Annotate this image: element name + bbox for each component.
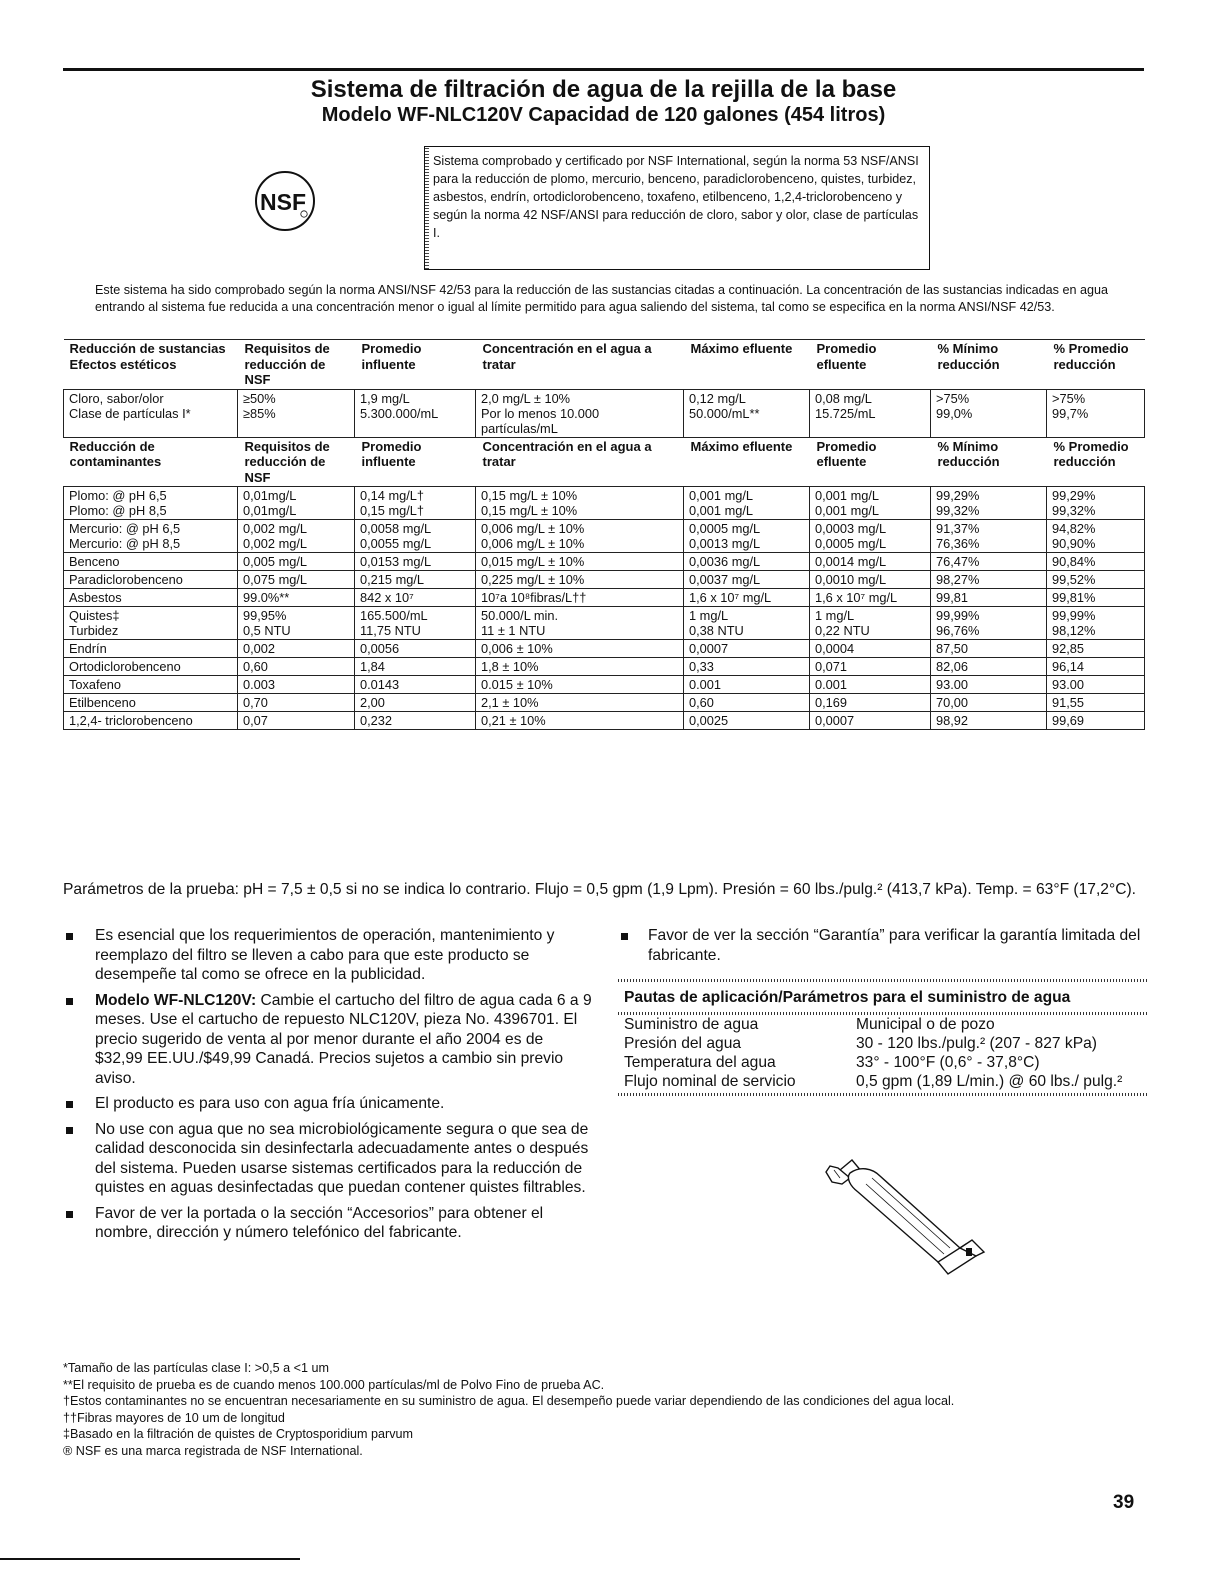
- column-header: Máximo efluente: [684, 340, 810, 390]
- table-cell: 0,0056: [355, 640, 476, 658]
- table-cell: Ortodiclorobenceno: [64, 658, 238, 676]
- bullet-icon: [66, 998, 73, 1005]
- table-cell: 0,12 mg/L 50.000/mL**: [684, 389, 810, 437]
- table-cell: 0,002: [238, 640, 355, 658]
- column-header: Promedio efluente: [810, 340, 931, 390]
- table-cell: 99,99% 96,76%: [931, 607, 1047, 640]
- bullet-text: Cambie el cartucho del filtro de agua cada 6 a 9 meses. Use el cartucho de repuesto NLC120V, pieza No. 4396701. El precio sugerido de venta al por menor durante el año 2004 es de $32,99 EE.UU./$49,99 Canadá. Precios sujetos a cambio sin previo aviso.: [95, 991, 592, 1087]
- table-cell: 70,00: [931, 694, 1047, 712]
- guideline-row: [624, 1034, 1122, 1053]
- test-parameters: Parámetros de la prueba: pH = 7,5 ± 0,5 si no se indica lo contrario. Flujo = 0,5 gpm (1,9 Lpm). Presión = 60 lbs./pulg.² (413,7 kPa). Temp. = 63°F (17,2°C).: [63, 881, 1136, 898]
- table-cell: 0,0025: [684, 712, 810, 730]
- footnotes: [63, 1360, 1148, 1459]
- table-cell: 99,81%: [1047, 589, 1145, 607]
- column-header: Reducción de sustancias Efectos estéticos: [64, 340, 238, 390]
- table-cell: 0,0007: [810, 712, 931, 730]
- table-row: [64, 607, 1145, 640]
- table-cell: 93.00: [1047, 676, 1145, 694]
- footnote: ‡Basado en la filtración de quistes de Cryptosporidium parvum: [63, 1427, 414, 1441]
- table-cell: Quistes‡ Turbidez: [64, 607, 238, 640]
- table-cell: 98,27%: [931, 571, 1047, 589]
- bullet-item: [63, 1120, 593, 1198]
- table-cell: 0,15 mg/L ± 10% 0,15 mg/L ± 10%: [476, 487, 684, 520]
- guideline-row: [624, 1015, 1122, 1034]
- table-cell: 94,82% 90,90%: [1047, 520, 1145, 553]
- table-cell: Mercurio: @ pH 6,5 Mercurio: @ pH 8,5: [64, 520, 238, 553]
- table-cell: 0,071: [810, 658, 931, 676]
- table-row: [64, 676, 1145, 694]
- table-cell: 0,002 mg/L 0,002 mg/L: [238, 520, 355, 553]
- table-cell: 0,0153 mg/L: [355, 553, 476, 571]
- table-row: [64, 571, 1145, 589]
- guideline-value: 33° - 100°F (0,6° - 37,8°C): [856, 1053, 1040, 1071]
- table-cell: 10⁷a 10⁸fibras/L††: [476, 589, 684, 607]
- table-row: [64, 520, 1145, 553]
- table-cell: 1 mg/L 0,22 NTU: [810, 607, 931, 640]
- column-header: Reducción de contaminantes: [64, 437, 238, 487]
- table-cell: 2,1 ± 10%: [476, 694, 684, 712]
- bullet-text: Favor de ver la portada o la sección “Accesorios” para obtener el nombre, dirección y número telefónico del fabricante.: [95, 1204, 544, 1241]
- table-cell: 165.500/mL 11,75 NTU: [355, 607, 476, 640]
- table-cell: 87,50: [931, 640, 1047, 658]
- table-row: [64, 553, 1145, 571]
- table-cell: 0,0014 mg/L: [810, 553, 931, 571]
- bullet-icon: [66, 933, 73, 940]
- table-cell: 82,06: [931, 658, 1047, 676]
- table-cell: 0,215 mg/L: [355, 571, 476, 589]
- table-cell: 0,0037 mg/L: [684, 571, 810, 589]
- table-cell: 1,84: [355, 658, 476, 676]
- warranty-note: [618, 926, 1148, 965]
- hatch-divider: [618, 979, 1148, 982]
- table-cell: 0,0003 mg/L 0,0005 mg/L: [810, 520, 931, 553]
- table-cell: 99,99% 98,12%: [1047, 607, 1145, 640]
- table-cell: 99,69: [1047, 712, 1145, 730]
- table-cell: Paradiclorobenceno: [64, 571, 238, 589]
- table-cell: 99,29% 99,32%: [931, 487, 1047, 520]
- table-cell: 0,232: [355, 712, 476, 730]
- column-header: Promedio influente: [355, 437, 476, 487]
- nsf-logo-icon: [254, 170, 316, 232]
- table-header-row: [64, 340, 1145, 390]
- column-header: Concentración en el agua a tratar: [476, 340, 684, 390]
- table-cell: 0,14 mg/L† 0,15 mg/L†: [355, 487, 476, 520]
- nsf-logo-text: NSF: [260, 189, 306, 215]
- guideline-value: 0,5 gpm (1,89 L/min.) @ 60 lbs./ pulg.²: [856, 1072, 1123, 1090]
- bullet-text: No use con agua que no sea microbiológicamente segura o que sea de calidad desconocida sin desinfectarla adecuadamente antes o después del sistema. Pueden usarse sistemas certificados para la reducción de quistes en aguas desinfectadas que puedan contener quistes filtrables.: [95, 1120, 589, 1196]
- bullet-item: [63, 991, 593, 1089]
- table-cell: 1,9 mg/L 5.300.000/mL: [355, 389, 476, 437]
- column-header: Requisitos de reducción de NSF: [238, 437, 355, 487]
- table-cell: Cloro, sabor/olor Clase de partículas I*: [64, 389, 238, 437]
- guidelines-table: [624, 1015, 1122, 1091]
- column-header: Concentración en el agua a tratar: [476, 437, 684, 487]
- filter-cartridge-illustration: [810, 1148, 990, 1283]
- table-header-row: [64, 437, 1145, 487]
- column-header: % Mínimo reducción: [931, 340, 1047, 390]
- table-cell: 0.001: [684, 676, 810, 694]
- column-header: % Promedio reducción: [1047, 340, 1145, 390]
- column-header: % Mínimo reducción: [931, 437, 1047, 487]
- table-row: [64, 640, 1145, 658]
- table-row: [64, 712, 1145, 730]
- table-cell: 99.0%**: [238, 589, 355, 607]
- table-cell: 0,07: [238, 712, 355, 730]
- table-cell: 0,60: [684, 694, 810, 712]
- bullet-item: [63, 1204, 593, 1243]
- footnote: ††Fibras mayores de 10 um de longitud: [63, 1410, 285, 1425]
- table-cell: 98,92: [931, 712, 1047, 730]
- table-cell: 50.000/L min. 11 ± 1 NTU: [476, 607, 684, 640]
- table-cell: 1,6 x 10⁷ mg/L: [684, 589, 810, 607]
- table-cell: 0,001 mg/L 0,001 mg/L: [810, 487, 931, 520]
- column-header: Requisitos de reducción de NSF: [238, 340, 355, 390]
- table-row: [64, 658, 1145, 676]
- left-bullet-list: [63, 926, 593, 1249]
- table-cell: 0,169: [810, 694, 931, 712]
- page-number: 39: [1113, 1492, 1135, 1513]
- table-cell: 0,0058 mg/L 0,0055 mg/L: [355, 520, 476, 553]
- table-cell: 76,47%: [931, 553, 1047, 571]
- filtration-table: [63, 339, 1145, 730]
- guideline-label: Presión del agua: [624, 1034, 742, 1052]
- table-row: [64, 589, 1145, 607]
- bullet-icon: [66, 1101, 73, 1108]
- bullet-icon: [621, 933, 628, 940]
- footnote: *Tamaño de las partículas clase I: >0,5 a <1 um: [63, 1361, 330, 1375]
- table-cell: 0,0005 mg/L 0,0013 mg/L: [684, 520, 810, 553]
- table-cell: >75% 99,7%: [1047, 389, 1145, 437]
- table-cell: >75% 99,0%: [931, 389, 1047, 437]
- table-cell: 90,84%: [1047, 553, 1145, 571]
- table-cell: 2,0 mg/L ± 10% Por lo menos 10.000 partículas/mL: [476, 389, 684, 437]
- column-header: Máximo efluente: [684, 437, 810, 487]
- guideline-row: [624, 1072, 1122, 1091]
- footnote: **El requisito de prueba es de cuando menos 100.000 partículas/ml de Polvo Fino de prueba AC.: [63, 1377, 605, 1392]
- table-cell: Toxafeno: [64, 676, 238, 694]
- table-cell: Endrín: [64, 640, 238, 658]
- table-cell: 99,52%: [1047, 571, 1145, 589]
- table-cell: 92,85: [1047, 640, 1145, 658]
- table-cell: 1,8 ± 10%: [476, 658, 684, 676]
- table-cell: 0,33: [684, 658, 810, 676]
- table-cell: 0,60: [238, 658, 355, 676]
- table-cell: 0.015 ± 10%: [476, 676, 684, 694]
- table-cell: 0,006 ± 10%: [476, 640, 684, 658]
- column-header: % Promedio reducción: [1047, 437, 1145, 487]
- table-cell: 99,95% 0,5 NTU: [238, 607, 355, 640]
- table-cell: 0,001 mg/L 0,001 mg/L: [684, 487, 810, 520]
- table-cell: 0.0143: [355, 676, 476, 694]
- footnote: ® NSF es una marca registrada de NSF International.: [63, 1443, 363, 1458]
- hatch-divider: [618, 1093, 1148, 1096]
- table-cell: 0,0036 mg/L: [684, 553, 810, 571]
- table-cell: 1,2,4- triclorobenceno: [64, 712, 238, 730]
- table-row: [64, 694, 1145, 712]
- bullet-item: [63, 926, 593, 985]
- intro-paragraph: Este sistema ha sido comprobado según la norma ANSI/NSF 42/53 para la reducción de las sustancias citadas a continuación. La concentración de las sustancias indicadas en agua entrando al sistema fue reducida a una concentración menor o igual al límite permitido para agua saliendo del sistema, tal como se especifica en la norma ANSI/NSF 42/53.: [95, 283, 1108, 314]
- bullet-text: El producto es para uso con agua fría únicamente.: [95, 1095, 445, 1112]
- table-cell: Benceno: [64, 553, 238, 571]
- table-cell: 1 mg/L 0,38 NTU: [684, 607, 810, 640]
- table-cell: 0,225 mg/L ± 10%: [476, 571, 684, 589]
- table-cell: 0,08 mg/L 15.725/mL: [810, 389, 931, 437]
- column-header: Promedio efluente: [810, 437, 931, 487]
- table-cell: 0,0010 mg/L: [810, 571, 931, 589]
- table-cell: 99,29% 99,32%: [1047, 487, 1145, 520]
- table-cell: 0,075 mg/L: [238, 571, 355, 589]
- table-row: [64, 389, 1145, 437]
- guideline-row: [624, 1053, 1122, 1072]
- guideline-value: Municipal o de pozo: [856, 1015, 995, 1033]
- table-cell: 2,00: [355, 694, 476, 712]
- table-cell: 91,37% 76,36%: [931, 520, 1047, 553]
- table-cell: 99,81: [931, 589, 1047, 607]
- warranty-note-text: Favor de ver la sección “Garantía” para verificar la garantía limitada del fabricante.: [648, 927, 1141, 964]
- column-header: Promedio influente: [355, 340, 476, 390]
- table-cell: Plomo: @ pH 6,5 Plomo: @ pH 8,5: [64, 487, 238, 520]
- table-cell: ≥50% ≥85%: [238, 389, 355, 437]
- guideline-label: Temperatura del agua: [624, 1053, 776, 1071]
- certification-box: Sistema comprobado y certificado por NSF International, según la norma 53 NSF/ANSI para la reducción de plomo, mercurio, benceno, paradiclorobenceno, quistes, turbidez, asbestos, endrín, ortodiclorobenceno, toxafeno, etilbenceno, 1,2,4-triclorobenceno y según la norma 42 NSF/ANSI para reducción de cloro, sabor y olor, clase de partículas I.: [424, 146, 930, 270]
- table-cell: 0.003: [238, 676, 355, 694]
- bullet-text: Es esencial que los requerimientos de operación, mantenimiento y reemplazo del filtro se lleven a cabo para que este producto se desempeñe tal como se ofrece en la publicidad.: [95, 927, 555, 983]
- guideline-label: Flujo nominal de servicio: [624, 1072, 796, 1090]
- top-rule: [63, 68, 1144, 71]
- bullet-item: [63, 1094, 593, 1114]
- table-cell: 0,70: [238, 694, 355, 712]
- table-cell: 0,01mg/L 0,01mg/L: [238, 487, 355, 520]
- footnote: †Estos contaminantes no se encuentran necesariamente en su suministro de agua. El desempeño puede variar dependiendo de las condiciones del agua local.: [63, 1394, 955, 1408]
- right-column: [618, 926, 1148, 1096]
- table-cell: 93.00: [931, 676, 1047, 694]
- table-cell: 842 x 10⁷: [355, 589, 476, 607]
- page-subtitle: Modelo WF-NLC120V Capacidad de 120 galones (454 litros): [321, 104, 886, 126]
- table-cell: Asbestos: [64, 589, 238, 607]
- table-cell: 91,55: [1047, 694, 1145, 712]
- table-cell: 0,21 ± 10%: [476, 712, 684, 730]
- bullet-icon: [66, 1211, 73, 1218]
- table-row: [64, 487, 1145, 520]
- table-cell: 0,0007: [684, 640, 810, 658]
- table-cell: 0,0004: [810, 640, 931, 658]
- table-cell: Etilbenceno: [64, 694, 238, 712]
- guideline-value: 30 - 120 lbs./pulg.² (207 - 827 kPa): [856, 1034, 1097, 1052]
- table-cell: 1,6 x 10⁷ mg/L: [810, 589, 931, 607]
- bullet-icon: [66, 1127, 73, 1134]
- table-cell: 96,14: [1047, 658, 1145, 676]
- table-cell: 0,006 mg/L ± 10% 0,006 mg/L ± 10%: [476, 520, 684, 553]
- bottom-rule: [0, 1558, 300, 1560]
- table-cell: 0,015 mg/L ± 10%: [476, 553, 684, 571]
- guideline-label: Suministro de agua: [624, 1015, 759, 1033]
- bullet-bold-text: Modelo WF-NLC120V:: [95, 991, 257, 1009]
- table-cell: 0,005 mg/L: [238, 553, 355, 571]
- page-title: Sistema de filtración de agua de la rejilla de la base: [310, 76, 897, 103]
- table-cell: 0.001: [810, 676, 931, 694]
- guidelines-title: Pautas de aplicación/Parámetros para el suministro de agua: [624, 989, 1071, 1006]
